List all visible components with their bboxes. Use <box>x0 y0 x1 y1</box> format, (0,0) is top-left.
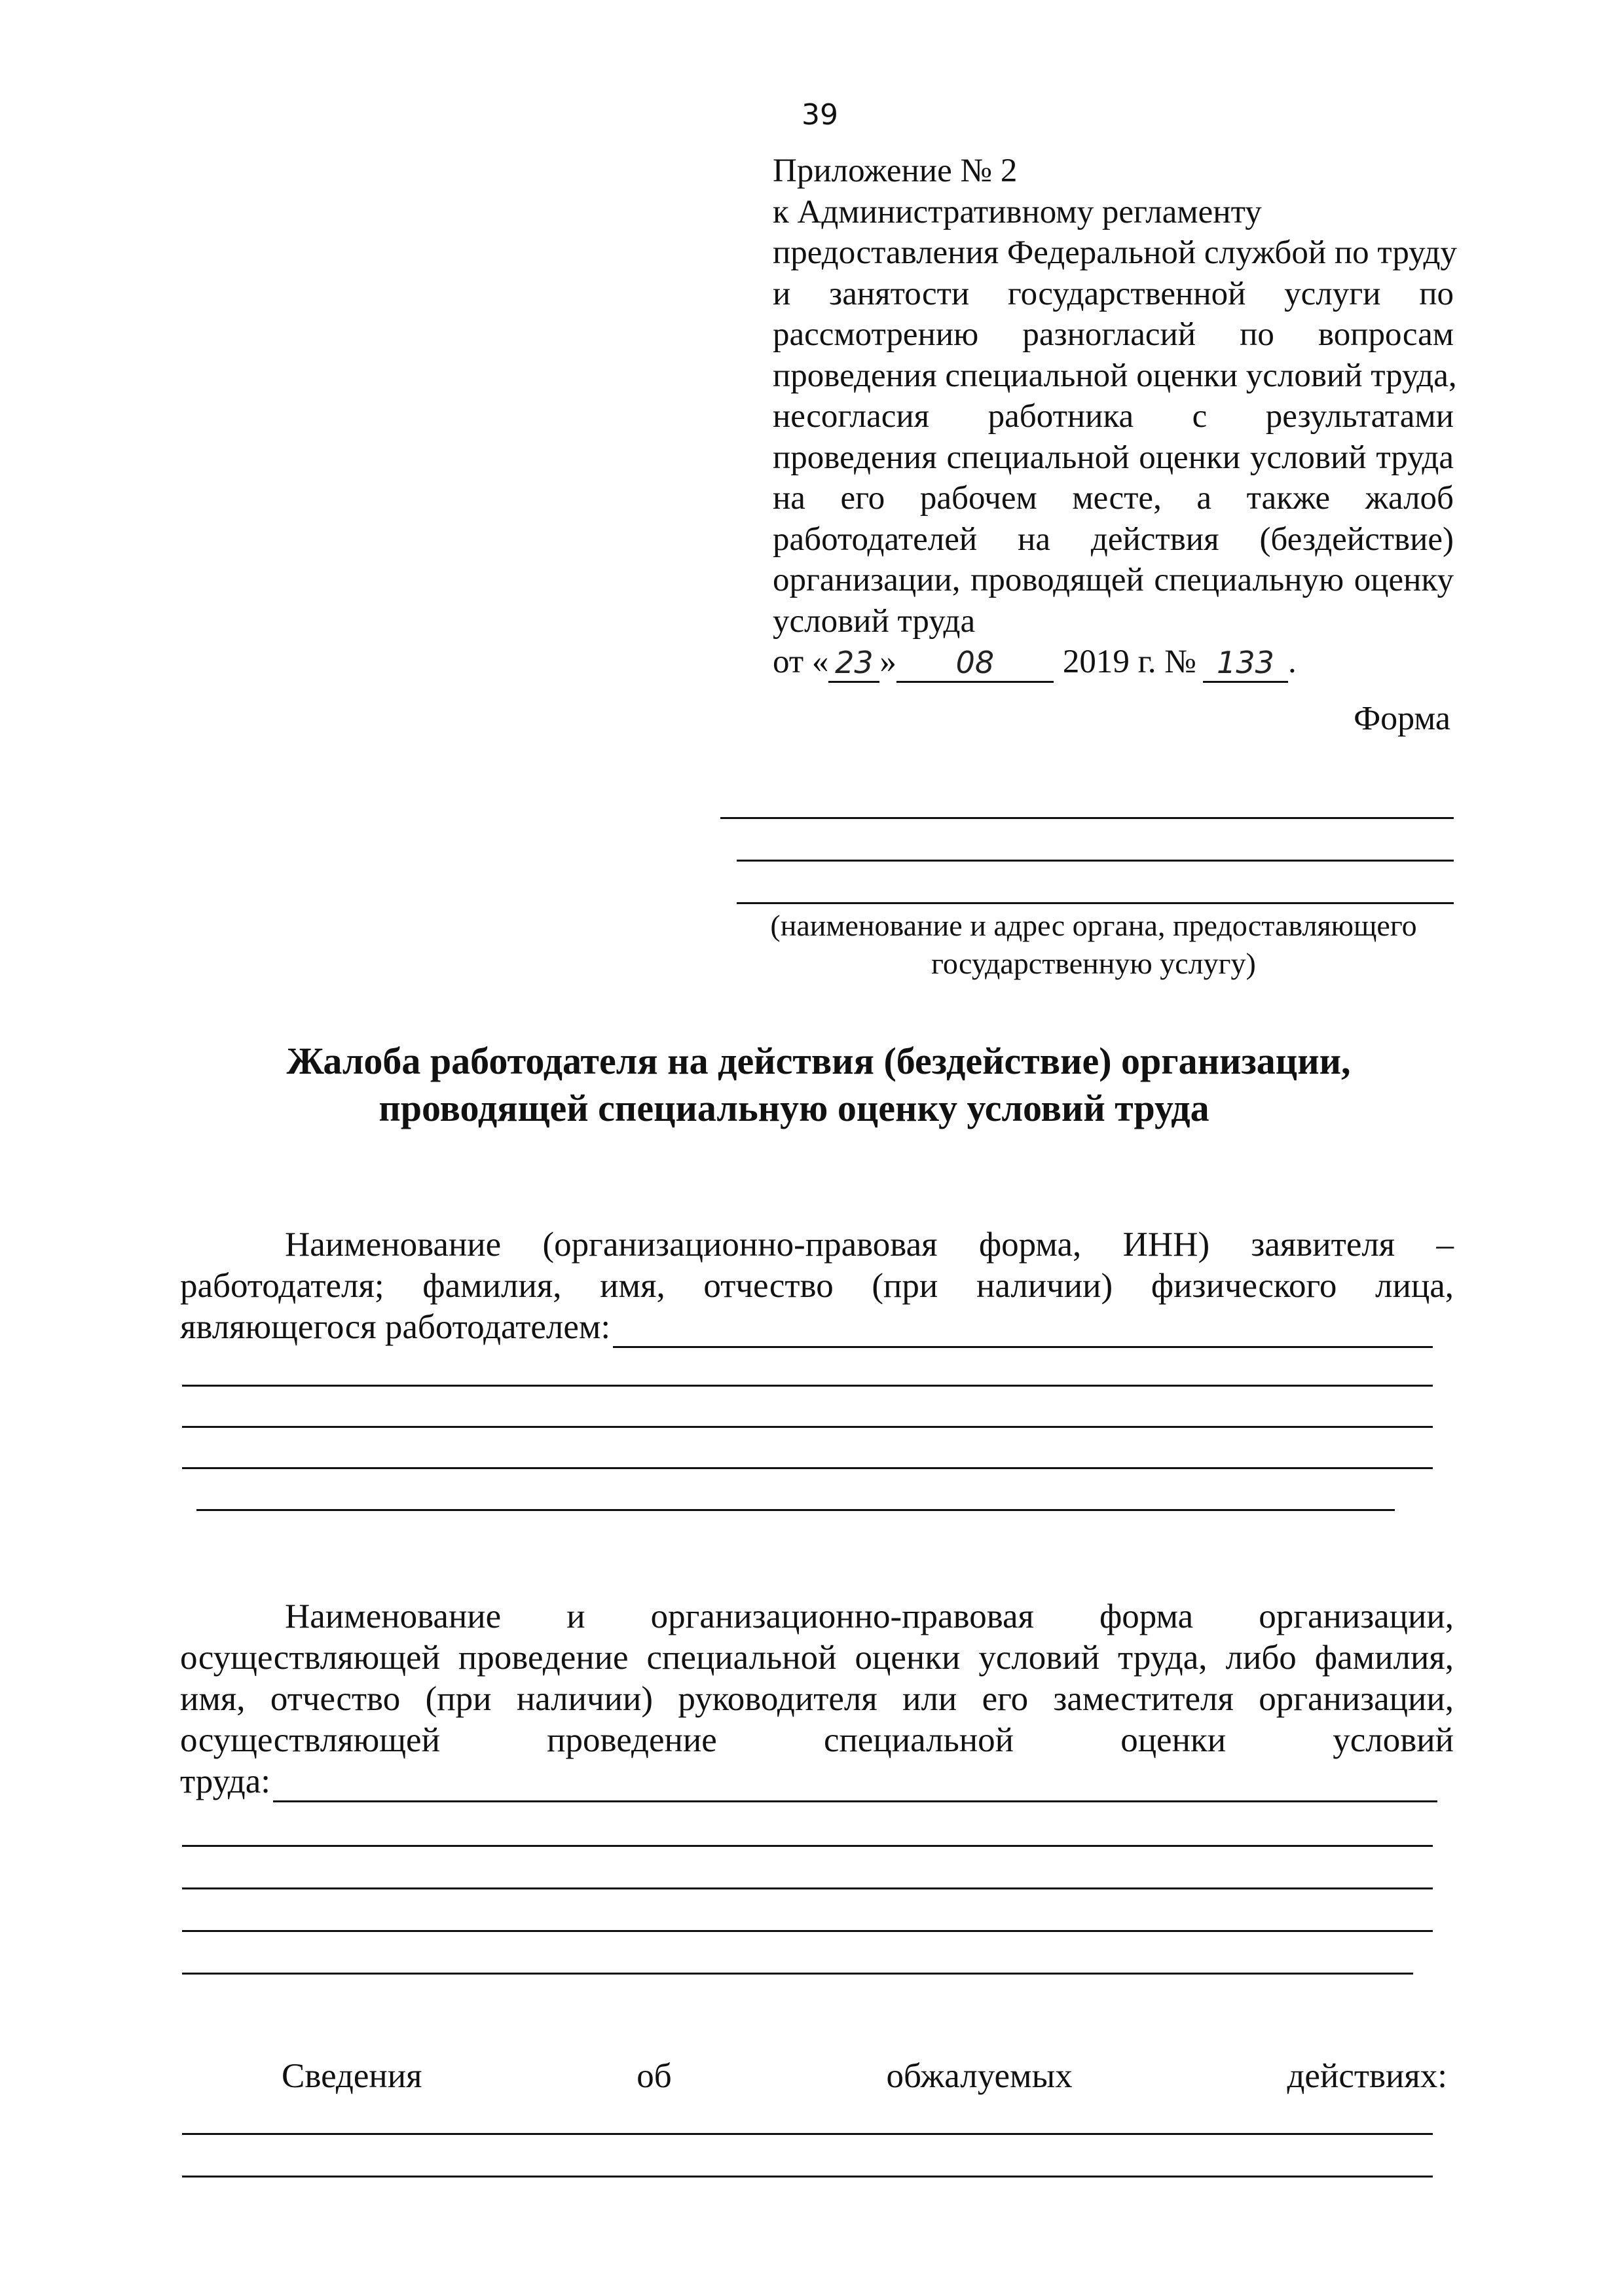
addressee-caption-line: (наименование и адрес органа, предоставляющего <box>770 909 1417 942</box>
applicant-line[interactable] <box>182 1467 1433 1469</box>
section-text: имя, отчество (при наличии) руководителя или его заместителя организации, <box>180 1680 1454 1718</box>
applicant-line[interactable] <box>182 1426 1433 1428</box>
applicant-line[interactable] <box>196 1509 1395 1511</box>
appendix-line: проведения специальной оценки условий труда, <box>773 357 1457 394</box>
addressee-line[interactable] <box>720 817 1454 819</box>
field-blank[interactable] <box>273 1768 1437 1802</box>
appendix-line: предоставления Федеральной службой по труду <box>773 234 1457 271</box>
date-end: . <box>1287 644 1297 680</box>
title-line: Жалоба работодателя на действия (бездействие) организации, <box>286 1040 1351 1082</box>
approval-date <box>773 642 1454 683</box>
appendix-line: рассмотрению разногласий по вопросам <box>773 316 1454 353</box>
organization-section <box>180 1596 1454 1802</box>
form-label: Форма <box>1354 700 1450 737</box>
section-text: Наименование (организационно-правовая форма, ИНН) заявителя – <box>285 1226 1454 1264</box>
appendix-header <box>773 151 1457 683</box>
actions-line[interactable] <box>182 2176 1433 2178</box>
date-day-handwritten: 23 <box>828 643 879 683</box>
appendix-line: к Административному регламенту <box>773 193 1262 230</box>
actions-line[interactable] <box>182 2133 1433 2135</box>
field-label: труда: <box>180 1762 270 1800</box>
appendix-title: Приложение № 2 <box>773 153 1018 189</box>
section-text: Наименование и организационно-правовая форма организации, <box>285 1597 1454 1635</box>
section-text: осуществляющей проведение специальной оценки условий труда, либо фамилия, <box>180 1639 1454 1677</box>
section-text: осуществляющей проведение специальной оценки условий <box>180 1721 1454 1759</box>
date-close: » <box>879 644 896 680</box>
appendix-line: организации, проводящей специальную оценку <box>773 562 1454 598</box>
organization-name-field[interactable] <box>180 1761 1454 1802</box>
addressee-caption-line: государственную услугу) <box>931 947 1256 980</box>
addressee-line[interactable] <box>737 860 1454 862</box>
field-label: являющегося работодателем: <box>180 1308 611 1346</box>
organization-line[interactable] <box>182 1845 1433 1847</box>
document-title <box>118 1038 1506 1132</box>
appendix-line: на его рабочем месте, а также жалоб <box>773 480 1454 517</box>
date-prefix: от « <box>773 644 829 680</box>
section-text: Сведения об обжалуемых действиях: <box>282 2057 1447 2095</box>
organization-line[interactable] <box>182 1930 1433 1932</box>
title-line: проводящей специальную оценку условий труда <box>378 1087 1209 1129</box>
organization-line[interactable] <box>182 1887 1433 1889</box>
page-number: 39 <box>802 98 838 132</box>
applicant-name-field[interactable] <box>180 1307 1454 1348</box>
appendix-line: работодателей на действия (бездействие) <box>773 520 1454 558</box>
actions-section <box>282 2056 1447 2097</box>
addressee-line[interactable] <box>737 902 1454 904</box>
appendix-line: условий труда <box>773 602 976 640</box>
addressee-caption <box>727 907 1460 983</box>
appendix-line: проведения специальной оценки условий труда <box>773 439 1454 476</box>
date-month-handwritten: 08 <box>896 643 1054 683</box>
applicant-line[interactable] <box>182 1385 1433 1387</box>
order-number-handwritten: 133 <box>1203 643 1288 683</box>
date-year: 2019 г. № <box>1062 644 1196 680</box>
organization-line[interactable] <box>182 1973 1413 1975</box>
applicant-section <box>180 1224 1454 1348</box>
section-text: работодателя; фамилия, имя, отчество (при наличии) физического лица, <box>180 1267 1454 1305</box>
appendix-line: несогласия работника с результатами <box>773 398 1454 435</box>
field-blank[interactable] <box>613 1313 1433 1348</box>
appendix-line: и занятости государственной услуги по <box>773 275 1454 312</box>
